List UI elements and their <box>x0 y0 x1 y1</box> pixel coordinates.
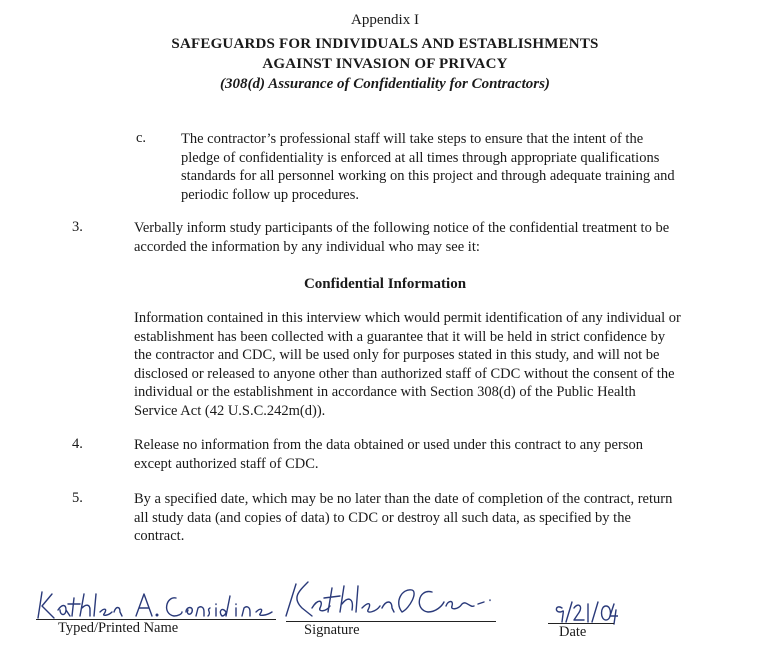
item-5-line: contract. <box>134 528 185 544</box>
subtitle: (308(d) Assurance of Confidentiality for Contractors) <box>220 76 550 92</box>
title-line-1: SAFEGUARDS FOR INDIVIDUALS AND ESTABLISHMENTS <box>171 36 599 52</box>
confidential-heading: Confidential Information <box>303 276 467 292</box>
item-label-4: 4. <box>72 436 83 452</box>
item-3-line: accorded the information by any individual who may see it: <box>134 238 480 255</box>
title-line-2: AGAINST INVASION OF PRIVACY <box>262 56 508 72</box>
handwritten-signature <box>282 578 497 622</box>
item-c-line: The contractor’s professional staff will take steps to ensure that the intent of the <box>181 131 644 147</box>
date-caption: Date <box>559 624 587 640</box>
item-5-line: all study data (and copies of data) to CDC or destroy all such data, as specified by the <box>134 509 631 526</box>
confidential-line: individual or the establishment in accordance with Section 308(d) of the Public Health <box>134 384 636 400</box>
confidential-line: disclosed or released to anyone other than authorized staff of CDC without the consent of the <box>134 365 675 382</box>
item-3-line: Verbally inform study participants of the following notice of the confidential treatment to be <box>134 220 670 236</box>
name-caption: Typed/Printed Name <box>58 620 179 636</box>
appendix-label: Appendix I <box>351 12 419 28</box>
confidential-line: Information contained in this interview which would permit identification of any individual or <box>134 310 681 326</box>
item-text-5 <box>134 490 672 546</box>
item-4-line: except authorized staff of CDC. <box>134 455 319 472</box>
confidential-line: Service Act (42 U.S.C.242m(d)). <box>134 402 326 419</box>
item-4-line: Release no information from the data obtained or used under this contract to any person <box>134 437 643 453</box>
confidential-line: establishment has been collected with a guarantee that it will be held in strict confidence by <box>134 328 666 345</box>
item-label-5: 5. <box>72 490 83 506</box>
confidential-text <box>134 309 681 420</box>
item-c-line: periodic follow up procedures. <box>181 186 359 203</box>
handwritten-date <box>552 598 618 626</box>
item-text-4 <box>134 436 643 473</box>
signature-caption: Signature <box>304 622 360 638</box>
item-c-line: pledge of confidentiality is enforced at all times through appropriate qualifications <box>181 149 660 166</box>
item-text-c <box>181 130 675 204</box>
item-c-line: standards for all personnel working on this project and through adequate training and <box>181 168 675 184</box>
item-5-line: By a specified date, which may be no later than the date of completion of the contract, return <box>134 491 673 507</box>
confidential-line: the contractor and CDC, will be used only for purposes stated in this study, and will not be <box>134 347 660 363</box>
item-text-3 <box>134 219 669 256</box>
item-label-3: 3. <box>72 219 83 235</box>
item-label-c: c. <box>136 130 147 146</box>
